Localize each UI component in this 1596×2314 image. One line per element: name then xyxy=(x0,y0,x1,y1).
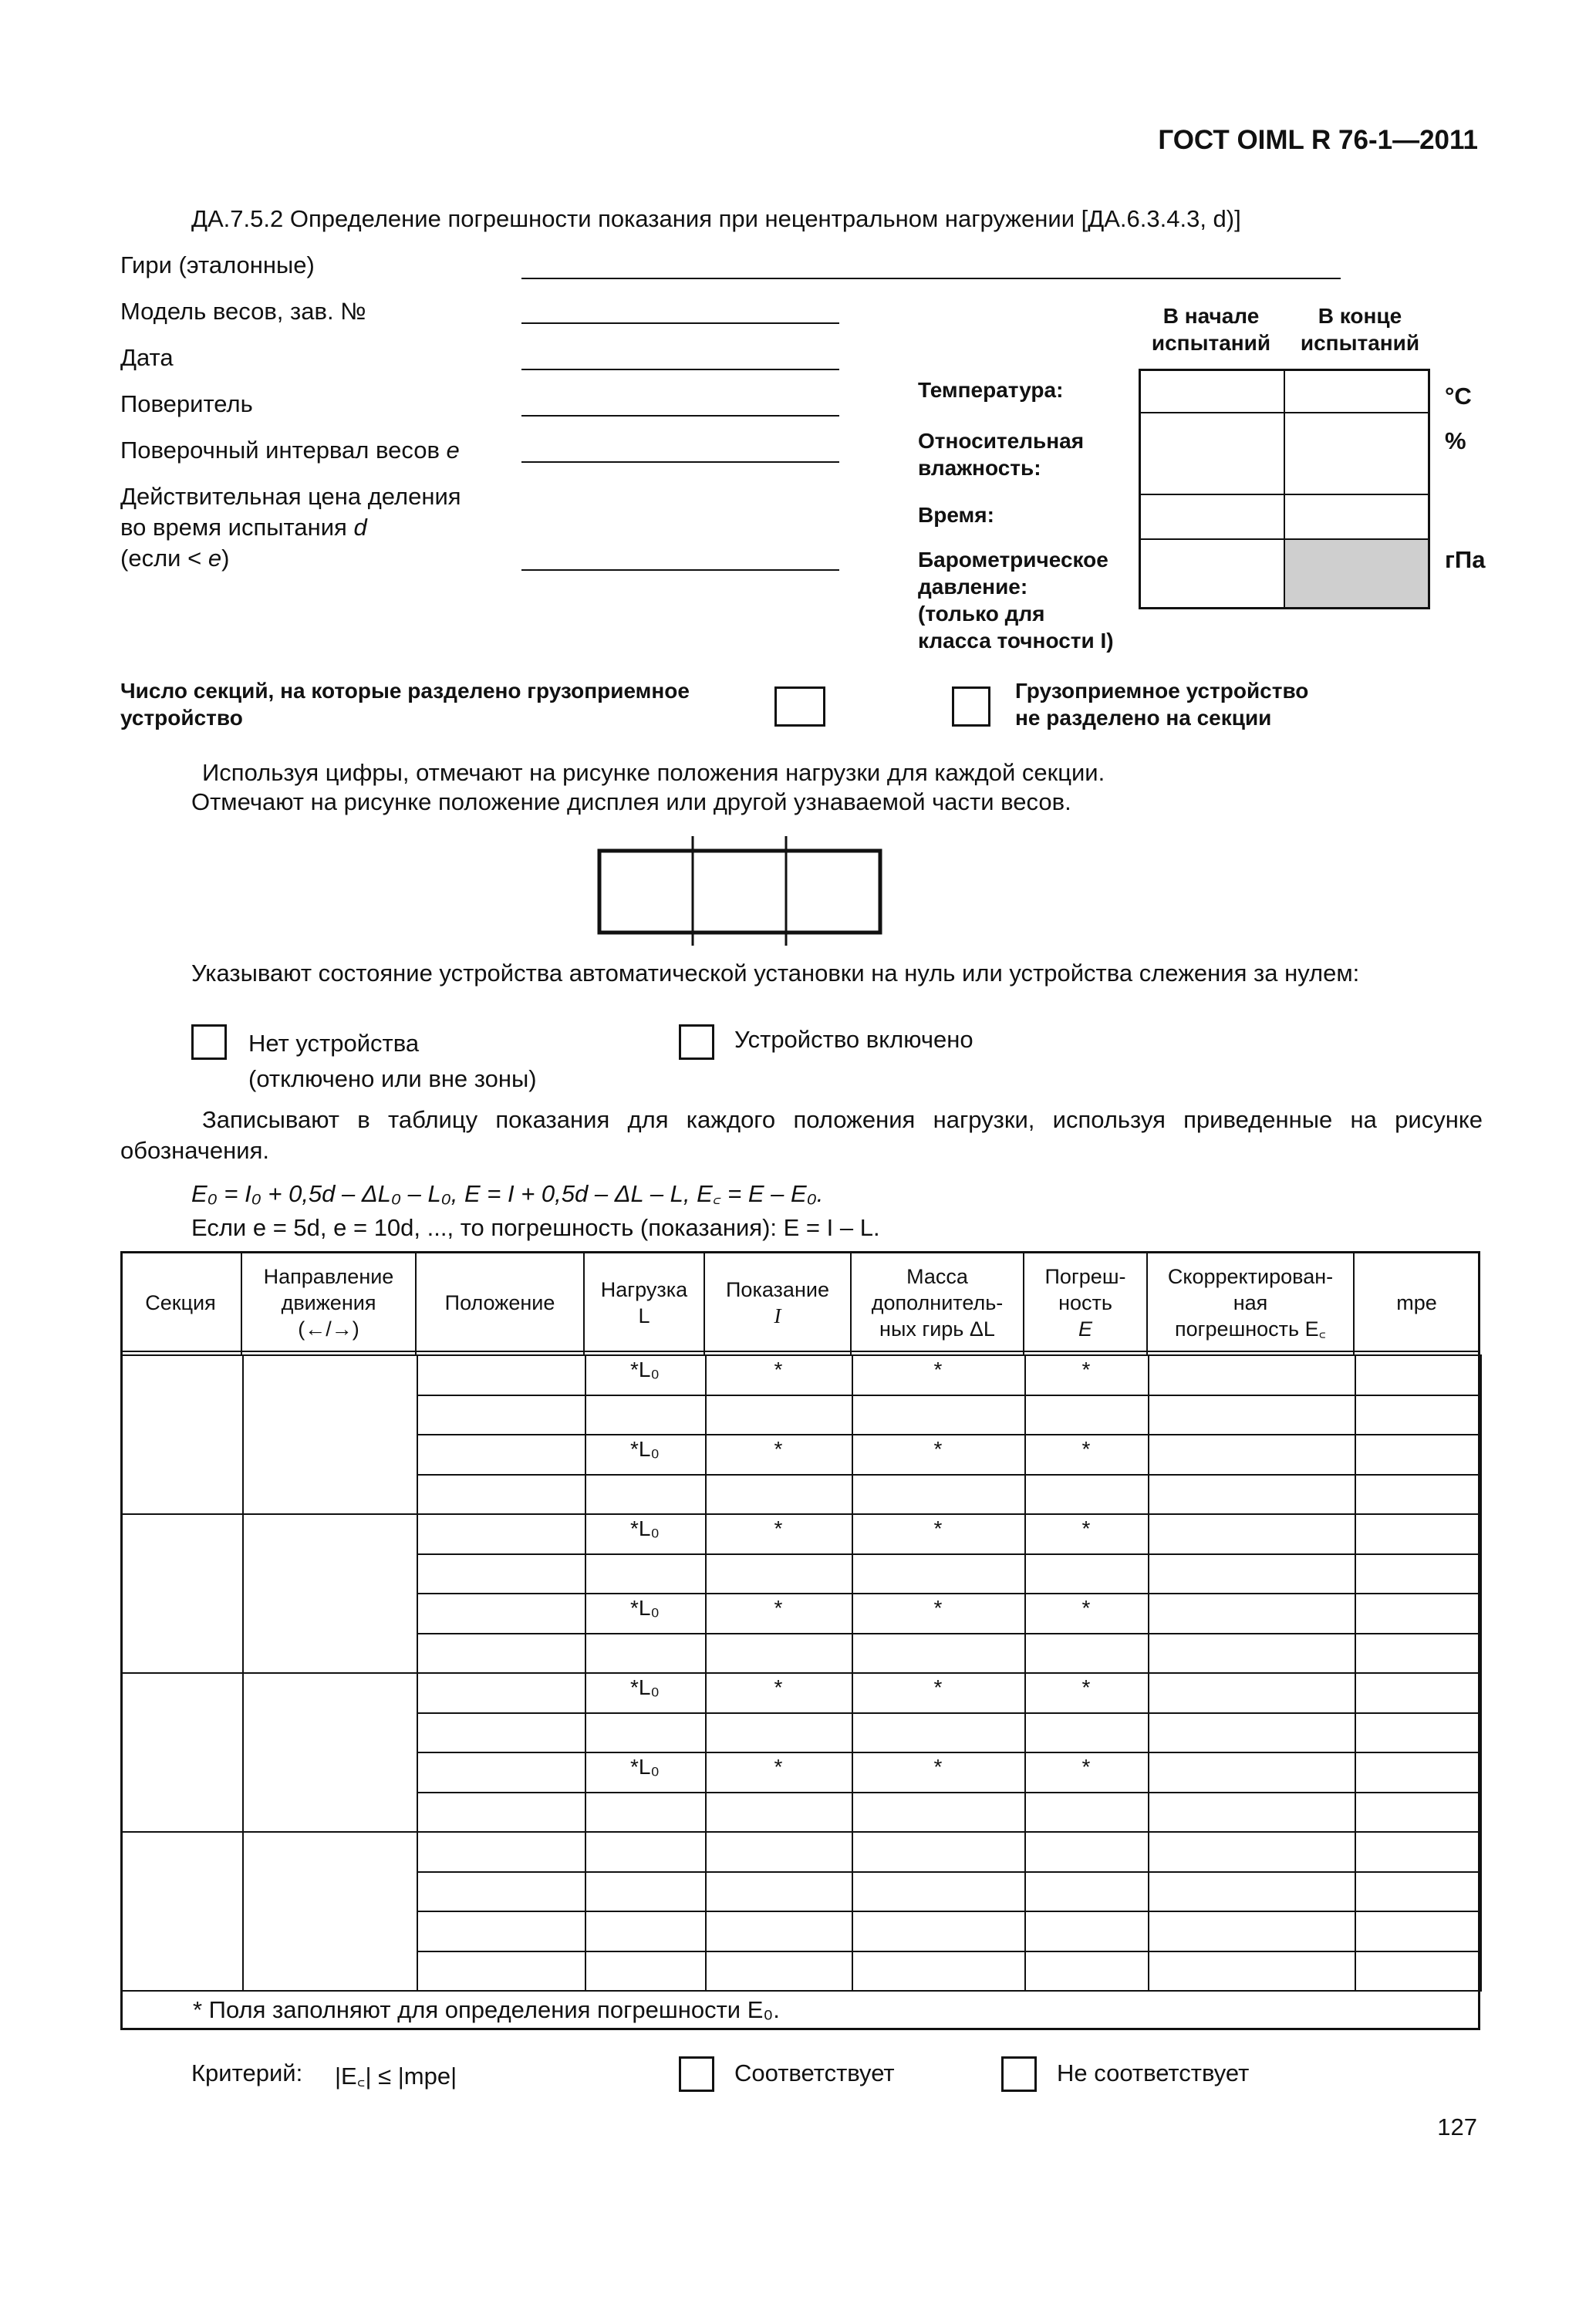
load-zero-marker: *L₀ xyxy=(629,1358,660,1381)
conditions-label-pressure: Барометрическое давление: (только для класса точности I) xyxy=(918,548,1114,653)
fail-label: Не соответствует xyxy=(1057,2059,1250,2086)
sections-count-label: Число секций, на которые разделено грузоприемное устройство xyxy=(120,679,690,730)
section-title: ДА.7.5.2 Определение погрешности показания при нецентральном нагружении [ДА.6.3.4.3, d)] xyxy=(191,205,1241,232)
unit-pressure: гПа xyxy=(1445,546,1486,573)
sections-count-box[interactable] xyxy=(774,686,825,727)
load-zero-marker: *L₀ xyxy=(629,1755,660,1779)
asterisk-marker: * xyxy=(933,1675,943,1699)
record-line-1: Записывают в таблицу показания для каждого положения нагрузки, используя приведенные на рисунке xyxy=(202,1106,1483,1133)
field-label-weights: Гири (эталонные) xyxy=(120,251,315,278)
criterion-expression: |E꜀| ≤ |mpe| xyxy=(335,2063,457,2090)
asterisk-marker: * xyxy=(933,1437,943,1461)
header-direction: Направление движения (←/→) xyxy=(242,1251,417,1354)
asterisk-marker: * xyxy=(1081,1596,1091,1620)
field-line-verifier[interactable] xyxy=(521,415,839,417)
field-line-model[interactable] xyxy=(521,322,839,324)
load-zero-marker: *L₀ xyxy=(629,1437,660,1461)
asterisk-marker: * xyxy=(933,1358,943,1381)
pass-label: Соответствует xyxy=(734,2059,895,2086)
fail-checkbox[interactable] xyxy=(1001,2056,1037,2092)
no-device-label: Нет устройства (отключено или вне зоны) xyxy=(248,1030,537,1092)
conditions-grid-frame xyxy=(1139,369,1430,609)
conditions-col-end: В конце испытаний xyxy=(1300,304,1420,355)
header-position: Положение xyxy=(417,1251,585,1354)
record-line-2: обозначения. xyxy=(120,1137,270,1164)
load-zero-marker: *L₀ xyxy=(629,1516,660,1540)
device-on-label: Устройство включено xyxy=(734,1026,973,1053)
instruction-2: Отмечают на рисунке положение дисплея или другой узнаваемой части весов. xyxy=(191,788,1071,815)
asterisk-marker: * xyxy=(774,1358,783,1381)
instruction-1: Используя цифры, отмечают на рисунке положения нагрузки для каждой секции. xyxy=(202,759,1105,786)
instruction-3: Указывают состояние устройства автоматической установки на нуль или устройства слежения за нулем: xyxy=(191,960,1360,987)
field-label-date: Дата xyxy=(120,344,174,371)
conditions-label-temperature: Температура: xyxy=(918,378,1064,402)
header-indication: Показание I xyxy=(705,1251,852,1354)
asterisk-marker: * xyxy=(774,1596,783,1620)
unit-humidity: % xyxy=(1445,427,1466,454)
asterisk-marker: * xyxy=(774,1516,783,1540)
field-line-actual-division[interactable] xyxy=(521,569,839,571)
header-load: Нагрузка L xyxy=(585,1251,705,1354)
not-divided-checkbox[interactable] xyxy=(952,686,990,727)
asterisk-marker: * xyxy=(1081,1516,1091,1540)
asterisk-marker: * xyxy=(1081,1675,1091,1699)
field-label-interval: Поверочный интервал весов e xyxy=(120,437,460,464)
field-label-verifier: Поверитель xyxy=(120,390,253,417)
field-line-interval[interactable] xyxy=(521,461,839,463)
not-divided-label: Грузоприемное устройство не разделено на секции xyxy=(1015,679,1309,730)
asterisk-marker: * xyxy=(933,1755,943,1779)
asterisk-marker: * xyxy=(774,1675,783,1699)
field-line-weights[interactable] xyxy=(521,278,1341,279)
asterisk-marker: * xyxy=(774,1755,783,1779)
asterisk-marker: * xyxy=(933,1596,943,1620)
formula-1: E₀ = I₀ + 0,5d – ΔL₀ – L₀, E = I + 0,5d – ΔL – L, E꜀ = E – E₀. xyxy=(191,1180,824,1207)
field-label-model: Модель весов, зав. № xyxy=(120,298,366,325)
unit-temperature: °С xyxy=(1445,383,1472,410)
asterisk-marker: * xyxy=(1081,1755,1091,1779)
header-section: Секция xyxy=(120,1251,242,1354)
criterion-label: Критерий: xyxy=(191,2059,303,2086)
load-receptor-outline xyxy=(599,851,880,933)
asterisk-marker: * xyxy=(1081,1358,1091,1381)
header-added-mass: Масса дополнитель- ных гирь ΔL xyxy=(852,1251,1024,1354)
header-mpe: mpe xyxy=(1355,1251,1480,1354)
asterisk-marker: * xyxy=(933,1516,943,1540)
conditions-label-humidity: Относительная влажность: xyxy=(918,429,1085,480)
header-corrected-error: Скорректирован- ная погрешность E꜀ xyxy=(1148,1251,1355,1354)
load-zero-marker: *L₀ xyxy=(629,1596,660,1620)
page-number: 127 xyxy=(1437,2113,1477,2140)
asterisk-marker: * xyxy=(774,1437,783,1461)
load-diagram xyxy=(586,833,895,956)
no-device-checkbox[interactable] xyxy=(191,1024,227,1060)
field-label-actual-division: Действительная цена деления во время испытания d (если < e) xyxy=(120,483,461,572)
table-frame xyxy=(120,1251,1480,2030)
doc-code: ГОСТ OIML R 76-1—2011 xyxy=(1158,125,1478,155)
formula-2: Если e = 5d, e = 10d, ..., то погрешность (показания): E = I – L. xyxy=(191,1214,880,1241)
table-footnote: * Поля заполняют для определения погрешности E₀. xyxy=(120,1990,1480,2030)
load-zero-marker: *L₀ xyxy=(629,1675,660,1699)
conditions-col-start: В начале испытаний xyxy=(1151,304,1271,355)
header-error: Погреш- ность E xyxy=(1024,1251,1148,1354)
pass-checkbox[interactable] xyxy=(679,2056,714,2092)
conditions-label-time: Время: xyxy=(918,503,994,527)
field-line-date[interactable] xyxy=(521,369,839,370)
device-on-checkbox[interactable] xyxy=(679,1024,714,1060)
asterisk-marker: * xyxy=(1081,1437,1091,1461)
